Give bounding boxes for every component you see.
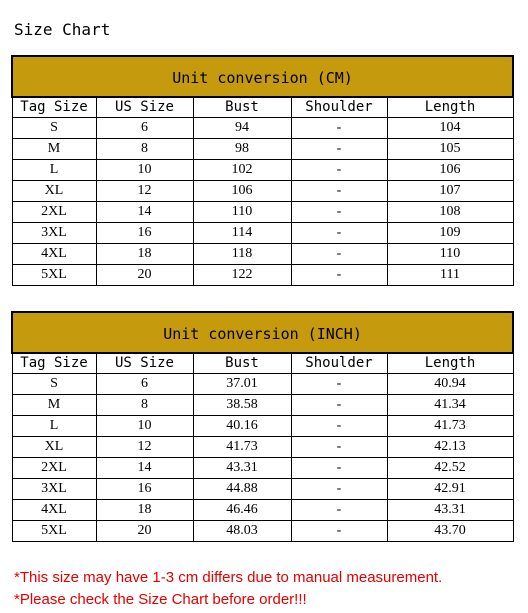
table-cell: - xyxy=(291,139,387,160)
table-cell: 42.91 xyxy=(387,479,513,500)
table-cell: 14 xyxy=(96,202,193,223)
table-cell: 108 xyxy=(387,202,513,223)
column-header: Bust xyxy=(193,353,291,374)
table-cell: 5XL xyxy=(12,265,96,286)
check-chart-note: *Please check the Size Chart before order!!! xyxy=(14,591,307,608)
table-row xyxy=(12,479,513,500)
table-cell: - xyxy=(291,416,387,437)
table-cell: - xyxy=(291,181,387,202)
table-cell: - xyxy=(291,458,387,479)
table-cell: XL xyxy=(12,181,96,202)
table-cell: 14 xyxy=(96,458,193,479)
table-cell: - xyxy=(291,395,387,416)
table-cell: - xyxy=(291,160,387,181)
table-cell: 43.31 xyxy=(387,500,513,521)
table-cell: - xyxy=(291,374,387,395)
table-cell: 42.13 xyxy=(387,437,513,458)
table-cell: 94 xyxy=(193,118,291,139)
table-row xyxy=(12,202,513,223)
table-cell: S xyxy=(12,374,96,395)
table-cell: 41.73 xyxy=(387,416,513,437)
table-cell: 102 xyxy=(193,160,291,181)
table-row xyxy=(12,374,513,395)
table-cell: 6 xyxy=(96,118,193,139)
table-cell: 110 xyxy=(193,202,291,223)
table-cell: 43.31 xyxy=(193,458,291,479)
table-cell: 43.70 xyxy=(387,521,513,542)
measurement-note: *This size may have 1-3 cm differs due to manual measurement. xyxy=(14,569,443,586)
column-header: Tag Size xyxy=(12,97,96,118)
table-cell: 107 xyxy=(387,181,513,202)
table-cell: 20 xyxy=(96,265,193,286)
table-cell: 16 xyxy=(96,479,193,500)
table-cell: 20 xyxy=(96,521,193,542)
table-cell: - xyxy=(291,265,387,286)
table-cell: 38.58 xyxy=(193,395,291,416)
table-cell: 3XL xyxy=(12,223,96,244)
table-row xyxy=(12,458,513,479)
column-header: Bust xyxy=(193,97,291,118)
table-cell: - xyxy=(291,479,387,500)
table-row xyxy=(12,265,513,286)
table-cell: M xyxy=(12,395,96,416)
page-title: Size Chart xyxy=(14,20,111,39)
column-header: US Size xyxy=(96,97,193,118)
table-cell: 41.34 xyxy=(387,395,513,416)
table-cell: 105 xyxy=(387,139,513,160)
table-cell: 106 xyxy=(193,181,291,202)
table-header-row xyxy=(12,353,513,374)
table-cell: 40.16 xyxy=(193,416,291,437)
table-cell: L xyxy=(12,160,96,181)
table-cell: 118 xyxy=(193,244,291,265)
table-banner xyxy=(12,56,513,97)
table-cell: 4XL xyxy=(12,500,96,521)
table-title: Unit conversion (INCH) xyxy=(12,312,513,353)
table-cell: 10 xyxy=(96,160,193,181)
table-cell: 8 xyxy=(96,395,193,416)
size-table-inch xyxy=(11,311,514,542)
table-cell: 12 xyxy=(96,181,193,202)
table-cell: - xyxy=(291,244,387,265)
table-cell: 106 xyxy=(387,160,513,181)
column-header: US Size xyxy=(96,353,193,374)
table-cell: 37.01 xyxy=(193,374,291,395)
table-cell: 18 xyxy=(96,244,193,265)
table-cell: 2XL xyxy=(12,202,96,223)
table-row xyxy=(12,118,513,139)
table-cell: 4XL xyxy=(12,244,96,265)
table-row xyxy=(12,223,513,244)
table-row xyxy=(12,160,513,181)
column-header: Tag Size xyxy=(12,353,96,374)
table-row xyxy=(12,395,513,416)
table-cell: 5XL xyxy=(12,521,96,542)
table-cell: 98 xyxy=(193,139,291,160)
table-cell: 16 xyxy=(96,223,193,244)
table-cell: 8 xyxy=(96,139,193,160)
table-cell: 46.46 xyxy=(193,500,291,521)
table-cell: 122 xyxy=(193,265,291,286)
table-cell: 18 xyxy=(96,500,193,521)
table-cell: - xyxy=(291,437,387,458)
column-header: Shoulder xyxy=(291,97,387,118)
table-row xyxy=(12,139,513,160)
table-cell: 10 xyxy=(96,416,193,437)
size-table-cm xyxy=(11,55,514,286)
table-cell: 114 xyxy=(193,223,291,244)
table-cell: - xyxy=(291,521,387,542)
table-cell: - xyxy=(291,118,387,139)
column-header: Length xyxy=(387,97,513,118)
table-cell: 104 xyxy=(387,118,513,139)
table-row xyxy=(12,437,513,458)
table-row xyxy=(12,500,513,521)
table-cell: 48.03 xyxy=(193,521,291,542)
table-banner xyxy=(12,312,513,353)
table-cell: 44.88 xyxy=(193,479,291,500)
table-cell: 3XL xyxy=(12,479,96,500)
column-header: Length xyxy=(387,353,513,374)
table-cell: XL xyxy=(12,437,96,458)
table-row xyxy=(12,181,513,202)
table-row xyxy=(12,416,513,437)
table-cell: 6 xyxy=(96,374,193,395)
table-cell: 42.52 xyxy=(387,458,513,479)
table-cell: M xyxy=(12,139,96,160)
table-cell: - xyxy=(291,202,387,223)
table-title: Unit conversion (CM) xyxy=(12,56,513,97)
table-row xyxy=(12,244,513,265)
table-cell: 40.94 xyxy=(387,374,513,395)
column-header: Shoulder xyxy=(291,353,387,374)
table-cell: 12 xyxy=(96,437,193,458)
table-cell: 111 xyxy=(387,265,513,286)
table-row xyxy=(12,521,513,542)
table-cell: 110 xyxy=(387,244,513,265)
table-cell: - xyxy=(291,223,387,244)
table-cell: 109 xyxy=(387,223,513,244)
table-cell: L xyxy=(12,416,96,437)
table-cell: S xyxy=(12,118,96,139)
table-cell: 2XL xyxy=(12,458,96,479)
table-cell: - xyxy=(291,500,387,521)
table-cell: 41.73 xyxy=(193,437,291,458)
table-header-row xyxy=(12,97,513,118)
